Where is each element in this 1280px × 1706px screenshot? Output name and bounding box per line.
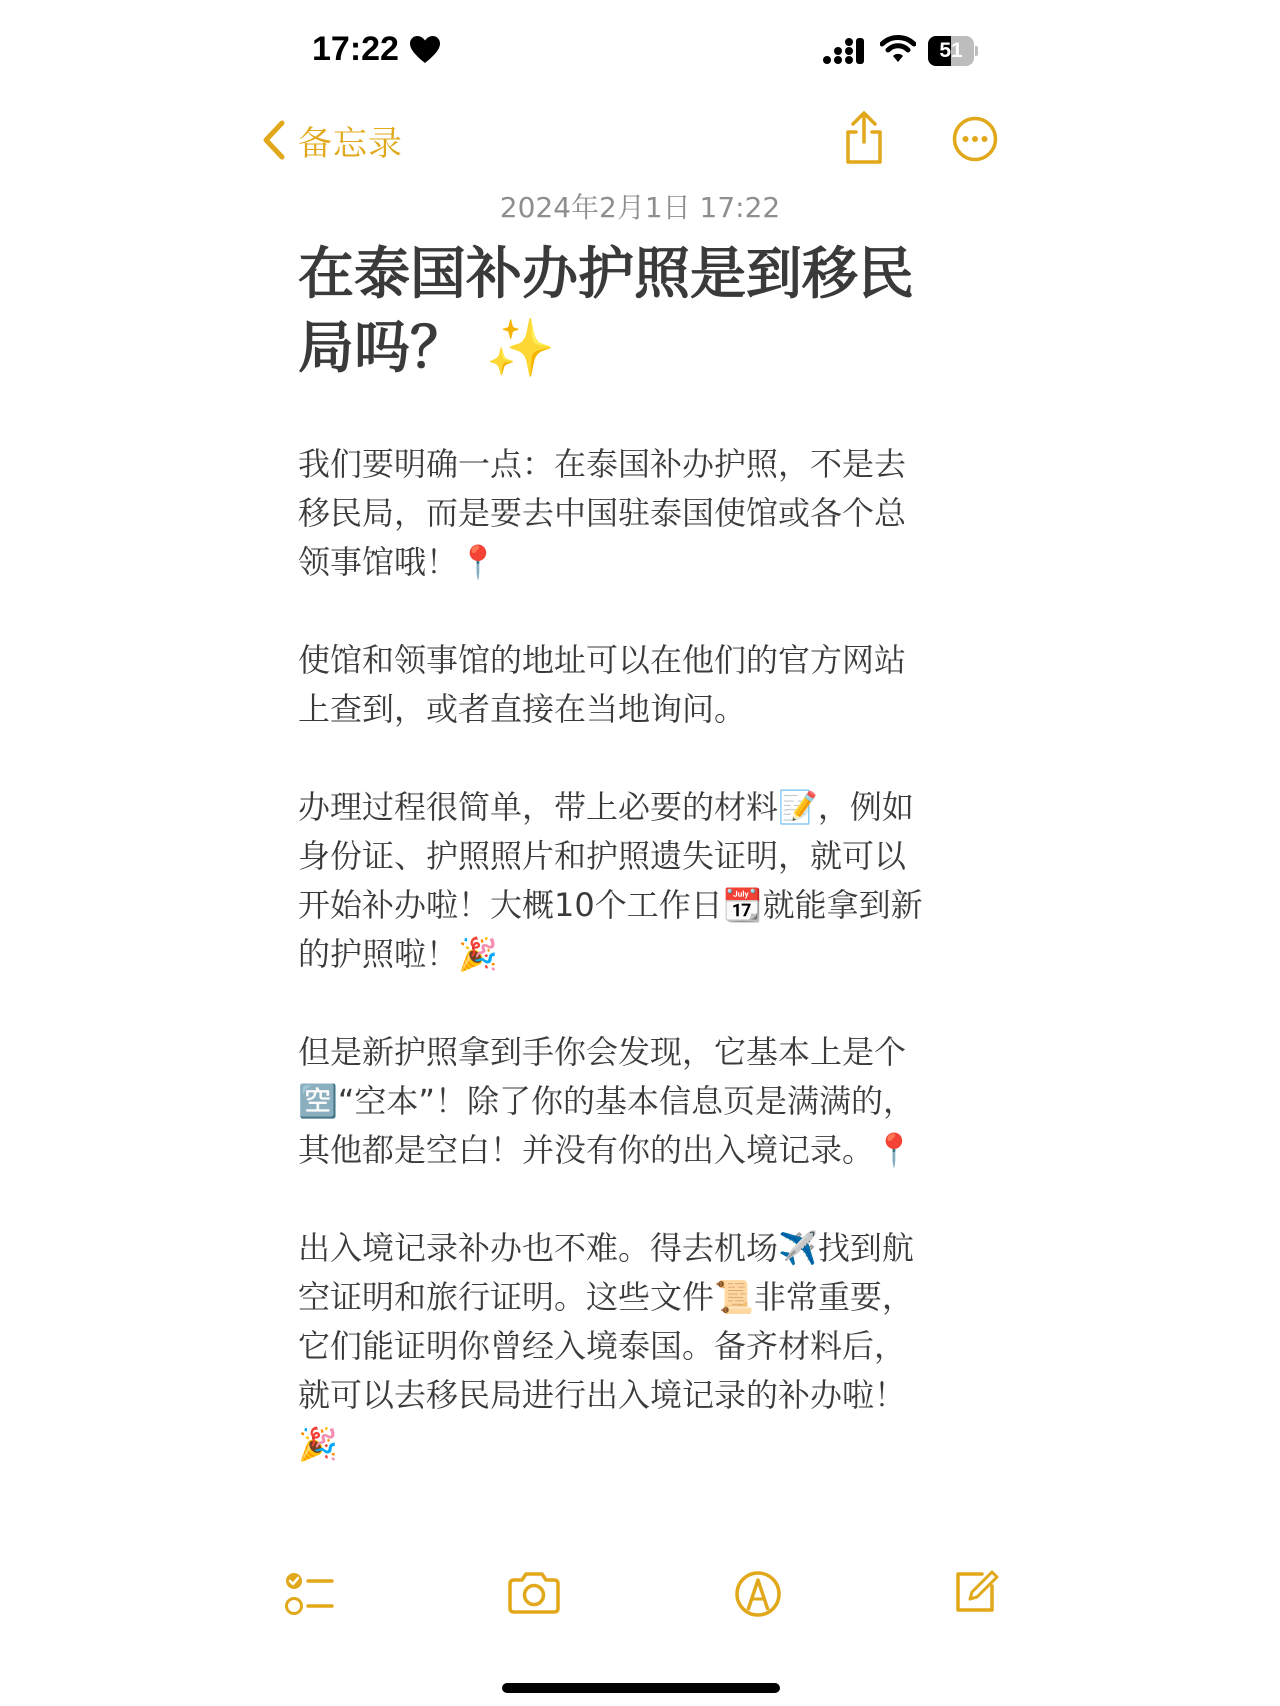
note-body[interactable] — [298, 440, 1018, 1518]
ellipsis-circle-icon[interactable] — [952, 116, 998, 162]
battery-percent: 51 — [939, 39, 963, 62]
status-time: 17:22 — [312, 30, 399, 68]
note-paragraph: 出入境记录补办也不难。得去机场✈️找到航 空证明和旅行证明。这些文件📜非常重要， 它们能证明你曾经入境泰国。备齐材料后， 就可以去移民局进行出入境记录的补办啦！ 🎉 — [298, 1229, 914, 1463]
home-indicator[interactable] — [502, 1683, 780, 1693]
checklist-icon[interactable] — [284, 1570, 336, 1618]
camera-icon[interactable] — [506, 1570, 562, 1616]
compose-icon[interactable] — [952, 1566, 1000, 1616]
note-paragraph: 但是新护照拿到手你会发现，它基本上是个 🈳“空本”！除了你的基本信息页是满满的， 其他都是空白！并没有你的出入境记录。📍 — [298, 1033, 916, 1169]
chevron-left-icon — [262, 120, 286, 160]
markup-pen-icon[interactable] — [734, 1570, 782, 1618]
note-title[interactable]: 在泰国补办护照是到移民 局吗？ ✨ — [298, 242, 914, 381]
wifi-icon — [880, 34, 916, 64]
note-date: 2024年2月1日 17:22 — [499, 191, 781, 224]
share-icon[interactable] — [842, 110, 886, 166]
note-paragraph: 我们要明确一点：在泰国补办护照，不是去 移民局，而是要去中国驻泰国使馆或各个总 领事馆哦！📍 — [298, 445, 907, 581]
heart-icon — [410, 36, 440, 64]
battery-cap — [975, 46, 978, 56]
back-button[interactable] — [262, 112, 403, 168]
note-paragraph: 办理过程很简单，带上必要的材料📝，例如 身份证、护照照片和护照遗失证明，就可以 开始补办啦！大概10个工作日📆就能拿到新 的护照啦！🎉 — [298, 788, 923, 973]
note-paragraph: 使馆和领事馆的地址可以在他们的官方网站 上查到，或者直接在当地询问。 — [298, 641, 907, 728]
cellular-signal-icon — [822, 36, 866, 66]
battery-indicator — [928, 36, 978, 66]
back-button-label: 备忘录 — [298, 123, 403, 164]
